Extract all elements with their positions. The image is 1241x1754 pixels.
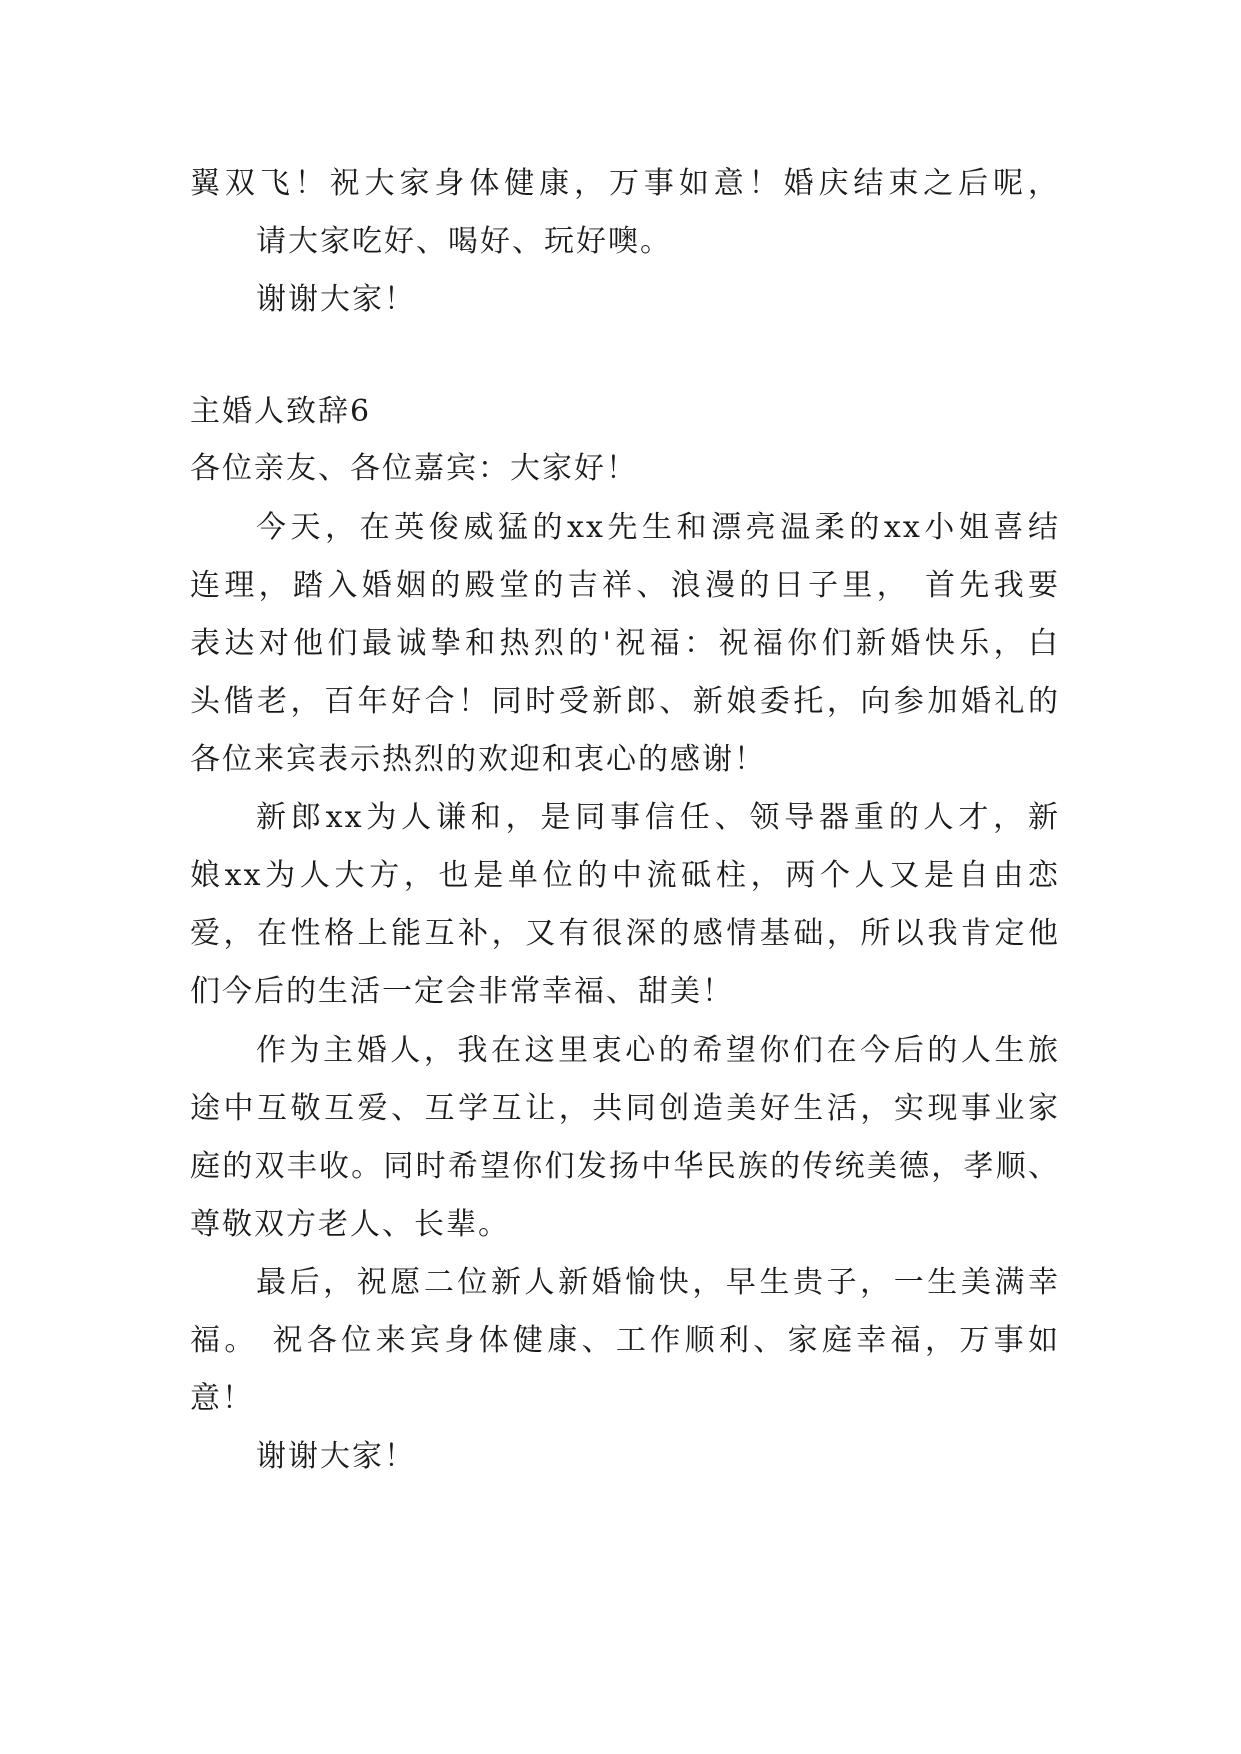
section-title: 主婚人致辞6 (190, 394, 372, 429)
paragraph-line: 途中互敬互爱、互学互让，共同创造美好生活，实现事业家 (190, 1091, 1060, 1126)
paragraph-line: 作为主婚人，我在这里衷心的希望你们在今后的人生旅 (256, 1033, 1060, 1068)
paragraph-line: 头偕老，百年好合！同时受新郎、新娘委托，向参加婚礼的 (190, 684, 1060, 719)
greeting-line: 各位亲友、各位嘉宾：大家好！ (190, 451, 638, 486)
paragraph-line: 尊敬双方老人、长辈。 (190, 1207, 510, 1242)
paragraph-line: 连理，踏入婚姻的殿堂的吉祥、浪漫的日子里， 首先我要 (190, 568, 1060, 603)
paragraph-line: 庭的双丰收。同时希望你们发扬中华民族的传统美德，孝顺、 (190, 1149, 1060, 1184)
text-line: 请大家吃好、喝好、玩好噢。 (256, 224, 672, 259)
paragraph-line: 意！ (190, 1381, 254, 1416)
paragraph-line: 爱，在性格上能互补，又有很深的感情基础，所以我肯定他 (190, 916, 1060, 951)
paragraph-line: 福。 祝各位来宾身体健康、工作顺利、家庭幸福，万事如 (190, 1323, 1060, 1358)
paragraph-line: 表达对他们最诚挚和热烈的'祝福：祝福你们新婚快乐，白 (190, 626, 1060, 661)
paragraph-line: 最后，祝愿二位新人新婚愉快，早生贵子，一生美满幸 (256, 1265, 1060, 1300)
closing-line: 谢谢大家！ (256, 282, 416, 317)
paragraph-line: 新郎xx为人谦和，是同事信任、领导器重的人才，新 (256, 800, 1060, 835)
text-line: 翼双飞！祝大家身体健康，万事如意！婚庆结束之后呢， (190, 166, 1060, 201)
paragraph-line: 娘xx为人大方，也是单位的中流砥柱，两个人又是自由恋 (190, 858, 1060, 893)
paragraph-line: 们今后的生活一定会非常幸福、甜美！ (190, 974, 734, 1009)
closing-line: 谢谢大家！ (256, 1439, 416, 1474)
paragraph-line: 各位来宾表示热烈的欢迎和衷心的感谢！ (190, 742, 766, 777)
paragraph-line: 今天，在英俊威猛的xx先生和漂亮温柔的xx小姐喜结 (256, 510, 1060, 545)
